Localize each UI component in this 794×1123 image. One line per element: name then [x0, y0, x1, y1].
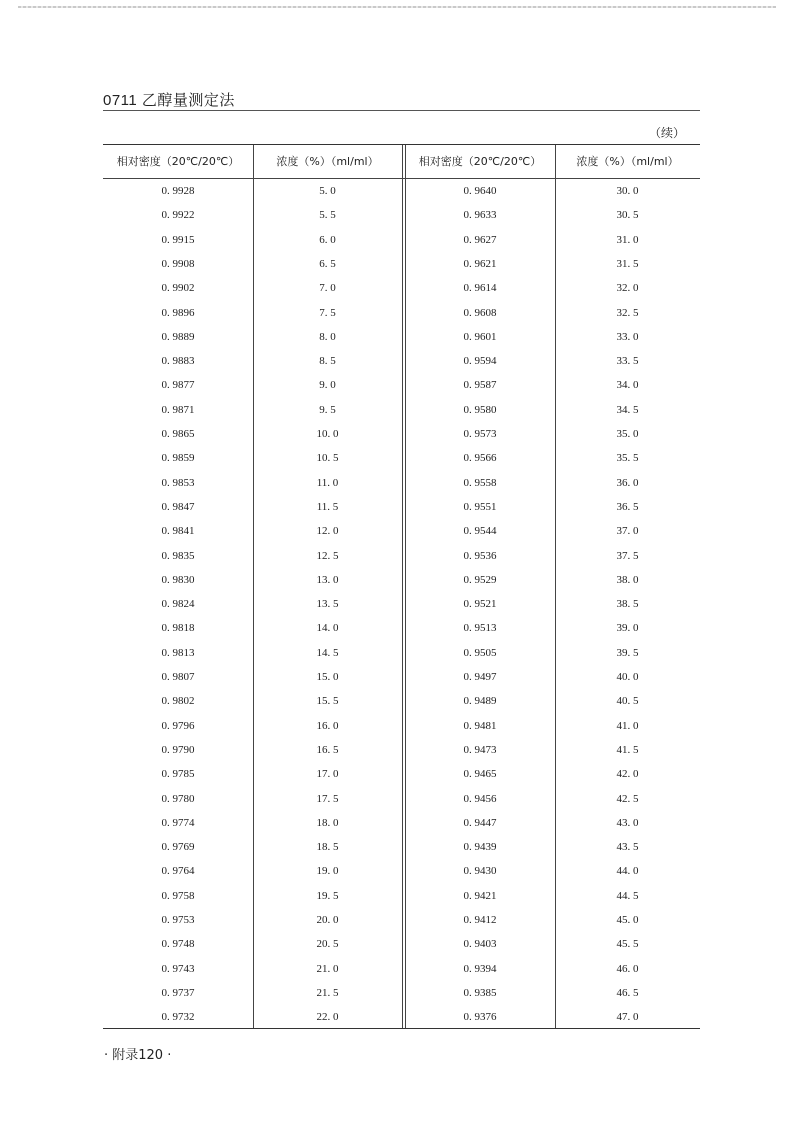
cell-concentration-left: 5. 0 — [319, 185, 336, 197]
cell-density-right: 0. 9580 — [463, 403, 497, 416]
cell-density-right: 0. 9627 — [463, 233, 497, 246]
cell-concentration-left: 18. 5 — [316, 841, 339, 854]
table-row — [103, 738, 700, 762]
density-concentration-table — [103, 144, 700, 1029]
running-title: 0711 乙醇量测定法 — [103, 92, 235, 109]
cell-concentration-right: 32. 5 — [616, 306, 639, 319]
cell-concentration-left: 6. 0 — [319, 233, 336, 246]
cell-concentration-left: 19. 5 — [316, 889, 339, 902]
cell-density-right: 0. 9456 — [463, 792, 497, 805]
cell-density-left: 0. 9908 — [161, 257, 195, 270]
cell-density-left: 0. 9902 — [161, 282, 195, 295]
cell-concentration-left: 22. 0 — [316, 1011, 339, 1024]
cell-concentration-left: 17. 5 — [316, 792, 339, 805]
cell-concentration-right: 36. 0 — [616, 476, 639, 489]
cell-density-left: 0. 9859 — [161, 452, 195, 465]
cell-density-right: 0. 9640 — [463, 185, 497, 197]
cell-concentration-left: 15. 5 — [316, 695, 339, 708]
cell-density-left: 0. 9841 — [161, 525, 195, 538]
cell-density-left: 0. 9877 — [161, 379, 195, 392]
table-row — [103, 568, 700, 592]
table-row — [103, 787, 700, 811]
cell-concentration-right: 46. 5 — [616, 986, 639, 999]
cell-density-left: 0. 9847 — [161, 500, 195, 513]
cell-concentration-left: 12. 5 — [316, 549, 339, 562]
cell-concentration-right: 45. 5 — [616, 938, 639, 951]
cell-density-right: 0. 9587 — [463, 379, 497, 392]
cell-density-right: 0. 9601 — [463, 330, 497, 343]
cell-density-left: 0. 9737 — [161, 986, 195, 999]
cell-density-left: 0. 9824 — [161, 598, 195, 611]
table-row — [103, 495, 700, 519]
cell-concentration-right: 40. 5 — [616, 695, 639, 708]
table-row — [103, 203, 700, 227]
cell-concentration-left: 21. 5 — [316, 986, 339, 999]
cell-density-right: 0. 9447 — [463, 816, 497, 829]
cell-density-right: 0. 9594 — [463, 355, 497, 368]
cell-density-right: 0. 9421 — [463, 889, 497, 902]
cell-density-left: 0. 9807 — [161, 671, 195, 683]
table-row — [103, 519, 700, 543]
cell-density-left: 0. 9758 — [161, 889, 195, 902]
cell-density-left: 0. 9928 — [161, 185, 195, 197]
table-row — [103, 252, 700, 276]
cell-concentration-right: 46. 0 — [616, 962, 639, 975]
cell-concentration-right: 37. 0 — [616, 525, 639, 538]
table-row — [103, 398, 700, 422]
cell-concentration-right: 33. 5 — [616, 355, 639, 368]
cell-concentration-right: 45. 0 — [616, 914, 639, 926]
table-row — [103, 641, 700, 665]
table-row — [103, 373, 700, 397]
cell-concentration-right: 36. 5 — [616, 500, 639, 513]
cell-density-left: 0. 9769 — [161, 841, 195, 854]
column-header-density-left: 相对密度（20℃/20℃） — [116, 155, 240, 168]
cell-density-left: 0. 9830 — [161, 573, 195, 586]
column-header-concentration-left: 浓度（%）（ml/ml） — [276, 155, 379, 168]
cell-concentration-right: 33. 0 — [616, 330, 639, 343]
cell-density-right: 0. 9614 — [463, 282, 497, 295]
cell-concentration-right: 30. 0 — [616, 185, 639, 197]
cell-density-right: 0. 9544 — [463, 525, 497, 538]
cell-density-right: 0. 9385 — [463, 986, 497, 999]
cell-density-left: 0. 9818 — [161, 622, 195, 635]
table-row — [103, 544, 700, 568]
cell-density-left: 0. 9889 — [161, 330, 195, 343]
table-row — [103, 957, 700, 981]
cell-density-right: 0. 9566 — [463, 452, 497, 465]
cell-density-right: 0. 9394 — [463, 962, 497, 975]
cell-concentration-right: 35. 0 — [616, 428, 639, 440]
cell-density-right: 0. 9430 — [463, 865, 497, 878]
cell-concentration-left: 11. 5 — [316, 500, 339, 513]
cell-density-right: 0. 9412 — [463, 914, 497, 926]
cell-concentration-right: 43. 0 — [616, 816, 639, 829]
cell-density-left: 0. 9743 — [161, 962, 195, 975]
table-row — [103, 301, 700, 325]
cell-concentration-right: 41. 5 — [616, 743, 639, 756]
table-row — [103, 884, 700, 908]
cell-concentration-right: 30. 5 — [616, 209, 639, 222]
cell-density-left: 0. 9915 — [161, 233, 195, 246]
continued-label: （续） — [649, 126, 686, 140]
cell-concentration-right: 39. 5 — [616, 646, 639, 659]
table-row — [103, 592, 700, 616]
cell-density-right: 0. 9473 — [463, 743, 497, 756]
cell-density-left: 0. 9853 — [161, 476, 195, 489]
cell-density-right: 0. 9633 — [463, 209, 497, 222]
table-row — [103, 762, 700, 786]
cell-concentration-right: 44. 0 — [616, 865, 639, 878]
column-header-concentration-right: 浓度（%）（ml/ml） — [576, 155, 679, 168]
cell-density-left: 0. 9748 — [161, 938, 195, 951]
table-row — [103, 471, 700, 495]
cell-concentration-left: 16. 5 — [316, 743, 339, 756]
cell-concentration-left: 13. 5 — [316, 598, 339, 611]
table-row — [103, 908, 700, 932]
cell-concentration-left: 20. 5 — [316, 938, 339, 951]
cell-density-right: 0. 9573 — [463, 428, 497, 440]
scan-top-edge — [18, 6, 776, 8]
table-row — [103, 811, 700, 835]
cell-concentration-right: 44. 5 — [616, 889, 639, 902]
cell-concentration-left: 6. 5 — [319, 257, 336, 270]
cell-concentration-left: 17. 0 — [316, 768, 339, 781]
cell-concentration-left: 9. 5 — [319, 403, 336, 416]
cell-concentration-left: 13. 0 — [316, 573, 339, 586]
cell-concentration-right: 38. 0 — [616, 573, 639, 586]
cell-concentration-left: 20. 0 — [316, 914, 339, 926]
table-row — [103, 349, 700, 373]
cell-density-left: 0. 9896 — [161, 306, 195, 319]
cell-density-right: 0. 9551 — [463, 500, 497, 513]
cell-concentration-left: 8. 0 — [319, 330, 336, 343]
cell-density-right: 0. 9608 — [463, 306, 497, 319]
cell-density-left: 0. 9732 — [161, 1011, 195, 1024]
cell-density-right: 0. 9439 — [463, 841, 497, 854]
cell-concentration-right: 34. 0 — [616, 379, 639, 392]
cell-density-right: 0. 9497 — [463, 671, 497, 683]
table-row — [103, 689, 700, 713]
table-row — [103, 981, 700, 1005]
cell-density-right: 0. 9536 — [463, 549, 497, 562]
table-row — [103, 835, 700, 859]
cell-concentration-right: 35. 5 — [616, 452, 639, 465]
table-row — [103, 228, 700, 252]
cell-concentration-right: 31. 5 — [616, 257, 639, 270]
table-row — [103, 665, 700, 689]
cell-concentration-right: 31. 0 — [616, 233, 639, 246]
cell-density-left: 0. 9796 — [161, 719, 195, 732]
table-row — [103, 179, 700, 203]
cell-concentration-right: 32. 0 — [616, 282, 639, 295]
cell-density-right: 0. 9465 — [463, 768, 497, 781]
cell-concentration-right: 42. 5 — [616, 792, 639, 805]
cell-concentration-right: 39. 0 — [616, 622, 639, 635]
column-header-density-right: 相对密度（20℃/20℃） — [418, 155, 542, 168]
cell-density-right: 0. 9529 — [463, 573, 497, 586]
cell-concentration-right: 43. 5 — [616, 841, 639, 854]
cell-concentration-right: 38. 5 — [616, 598, 639, 611]
cell-concentration-right: 42. 0 — [616, 768, 639, 781]
cell-concentration-right: 37. 5 — [616, 549, 639, 562]
cell-concentration-right: 47. 0 — [616, 1011, 639, 1024]
cell-density-right: 0. 9403 — [463, 938, 497, 951]
cell-concentration-left: 18. 0 — [316, 816, 339, 829]
cell-concentration-left: 9. 0 — [319, 379, 336, 392]
header-rule — [103, 110, 700, 111]
cell-density-left: 0. 9790 — [161, 743, 195, 756]
cell-concentration-left: 8. 5 — [319, 355, 336, 368]
cell-density-right: 0. 9558 — [463, 476, 497, 489]
table-row — [103, 859, 700, 883]
cell-density-left: 0. 9764 — [161, 865, 195, 878]
cell-concentration-left: 10. 0 — [316, 428, 339, 440]
cell-density-right: 0. 9621 — [463, 257, 497, 270]
cell-density-left: 0. 9865 — [161, 428, 195, 440]
cell-concentration-left: 10. 5 — [316, 452, 339, 465]
cell-density-left: 0. 9753 — [161, 914, 195, 926]
cell-concentration-left: 7. 0 — [319, 282, 336, 295]
cell-concentration-left: 14. 0 — [316, 622, 339, 635]
cell-concentration-left: 16. 0 — [316, 719, 339, 732]
cell-density-left: 0. 9883 — [161, 355, 195, 368]
cell-density-right: 0. 9376 — [463, 1011, 497, 1024]
cell-density-right: 0. 9481 — [463, 719, 497, 732]
cell-concentration-left: 19. 0 — [316, 865, 339, 878]
cell-concentration-left: 7. 5 — [319, 306, 336, 319]
cell-concentration-left: 14. 5 — [316, 646, 339, 659]
table-row — [103, 932, 700, 956]
cell-density-right: 0. 9521 — [463, 598, 497, 611]
table-row — [103, 446, 700, 470]
cell-density-left: 0. 9774 — [161, 816, 195, 829]
cell-density-left: 0. 9922 — [161, 209, 195, 222]
table-row — [103, 422, 700, 446]
table-row — [103, 1005, 700, 1029]
cell-density-left: 0. 9835 — [161, 549, 195, 562]
cell-concentration-left: 5. 5 — [319, 209, 336, 222]
cell-concentration-left: 15. 0 — [316, 671, 339, 683]
cell-density-left: 0. 9780 — [161, 792, 195, 805]
table-row — [103, 616, 700, 640]
cell-density-right: 0. 9489 — [463, 695, 497, 708]
cell-concentration-right: 41. 0 — [616, 719, 639, 732]
page-number: · 附录120 · — [104, 1048, 172, 1063]
cell-concentration-right: 34. 5 — [616, 403, 639, 416]
table-row — [103, 325, 700, 349]
table-row — [103, 276, 700, 300]
cell-density-left: 0. 9813 — [161, 646, 195, 659]
cell-concentration-right: 40. 0 — [616, 671, 639, 683]
cell-density-right: 0. 9513 — [463, 622, 497, 635]
cell-concentration-left: 11. 0 — [316, 476, 339, 489]
cell-concentration-left: 12. 0 — [316, 525, 339, 538]
cell-density-left: 0. 9785 — [161, 768, 195, 781]
table-row — [103, 714, 700, 738]
cell-density-left: 0. 9871 — [161, 403, 195, 416]
cell-density-left: 0. 9802 — [161, 695, 195, 708]
cell-density-right: 0. 9505 — [463, 646, 497, 659]
cell-concentration-left: 21. 0 — [316, 962, 339, 975]
